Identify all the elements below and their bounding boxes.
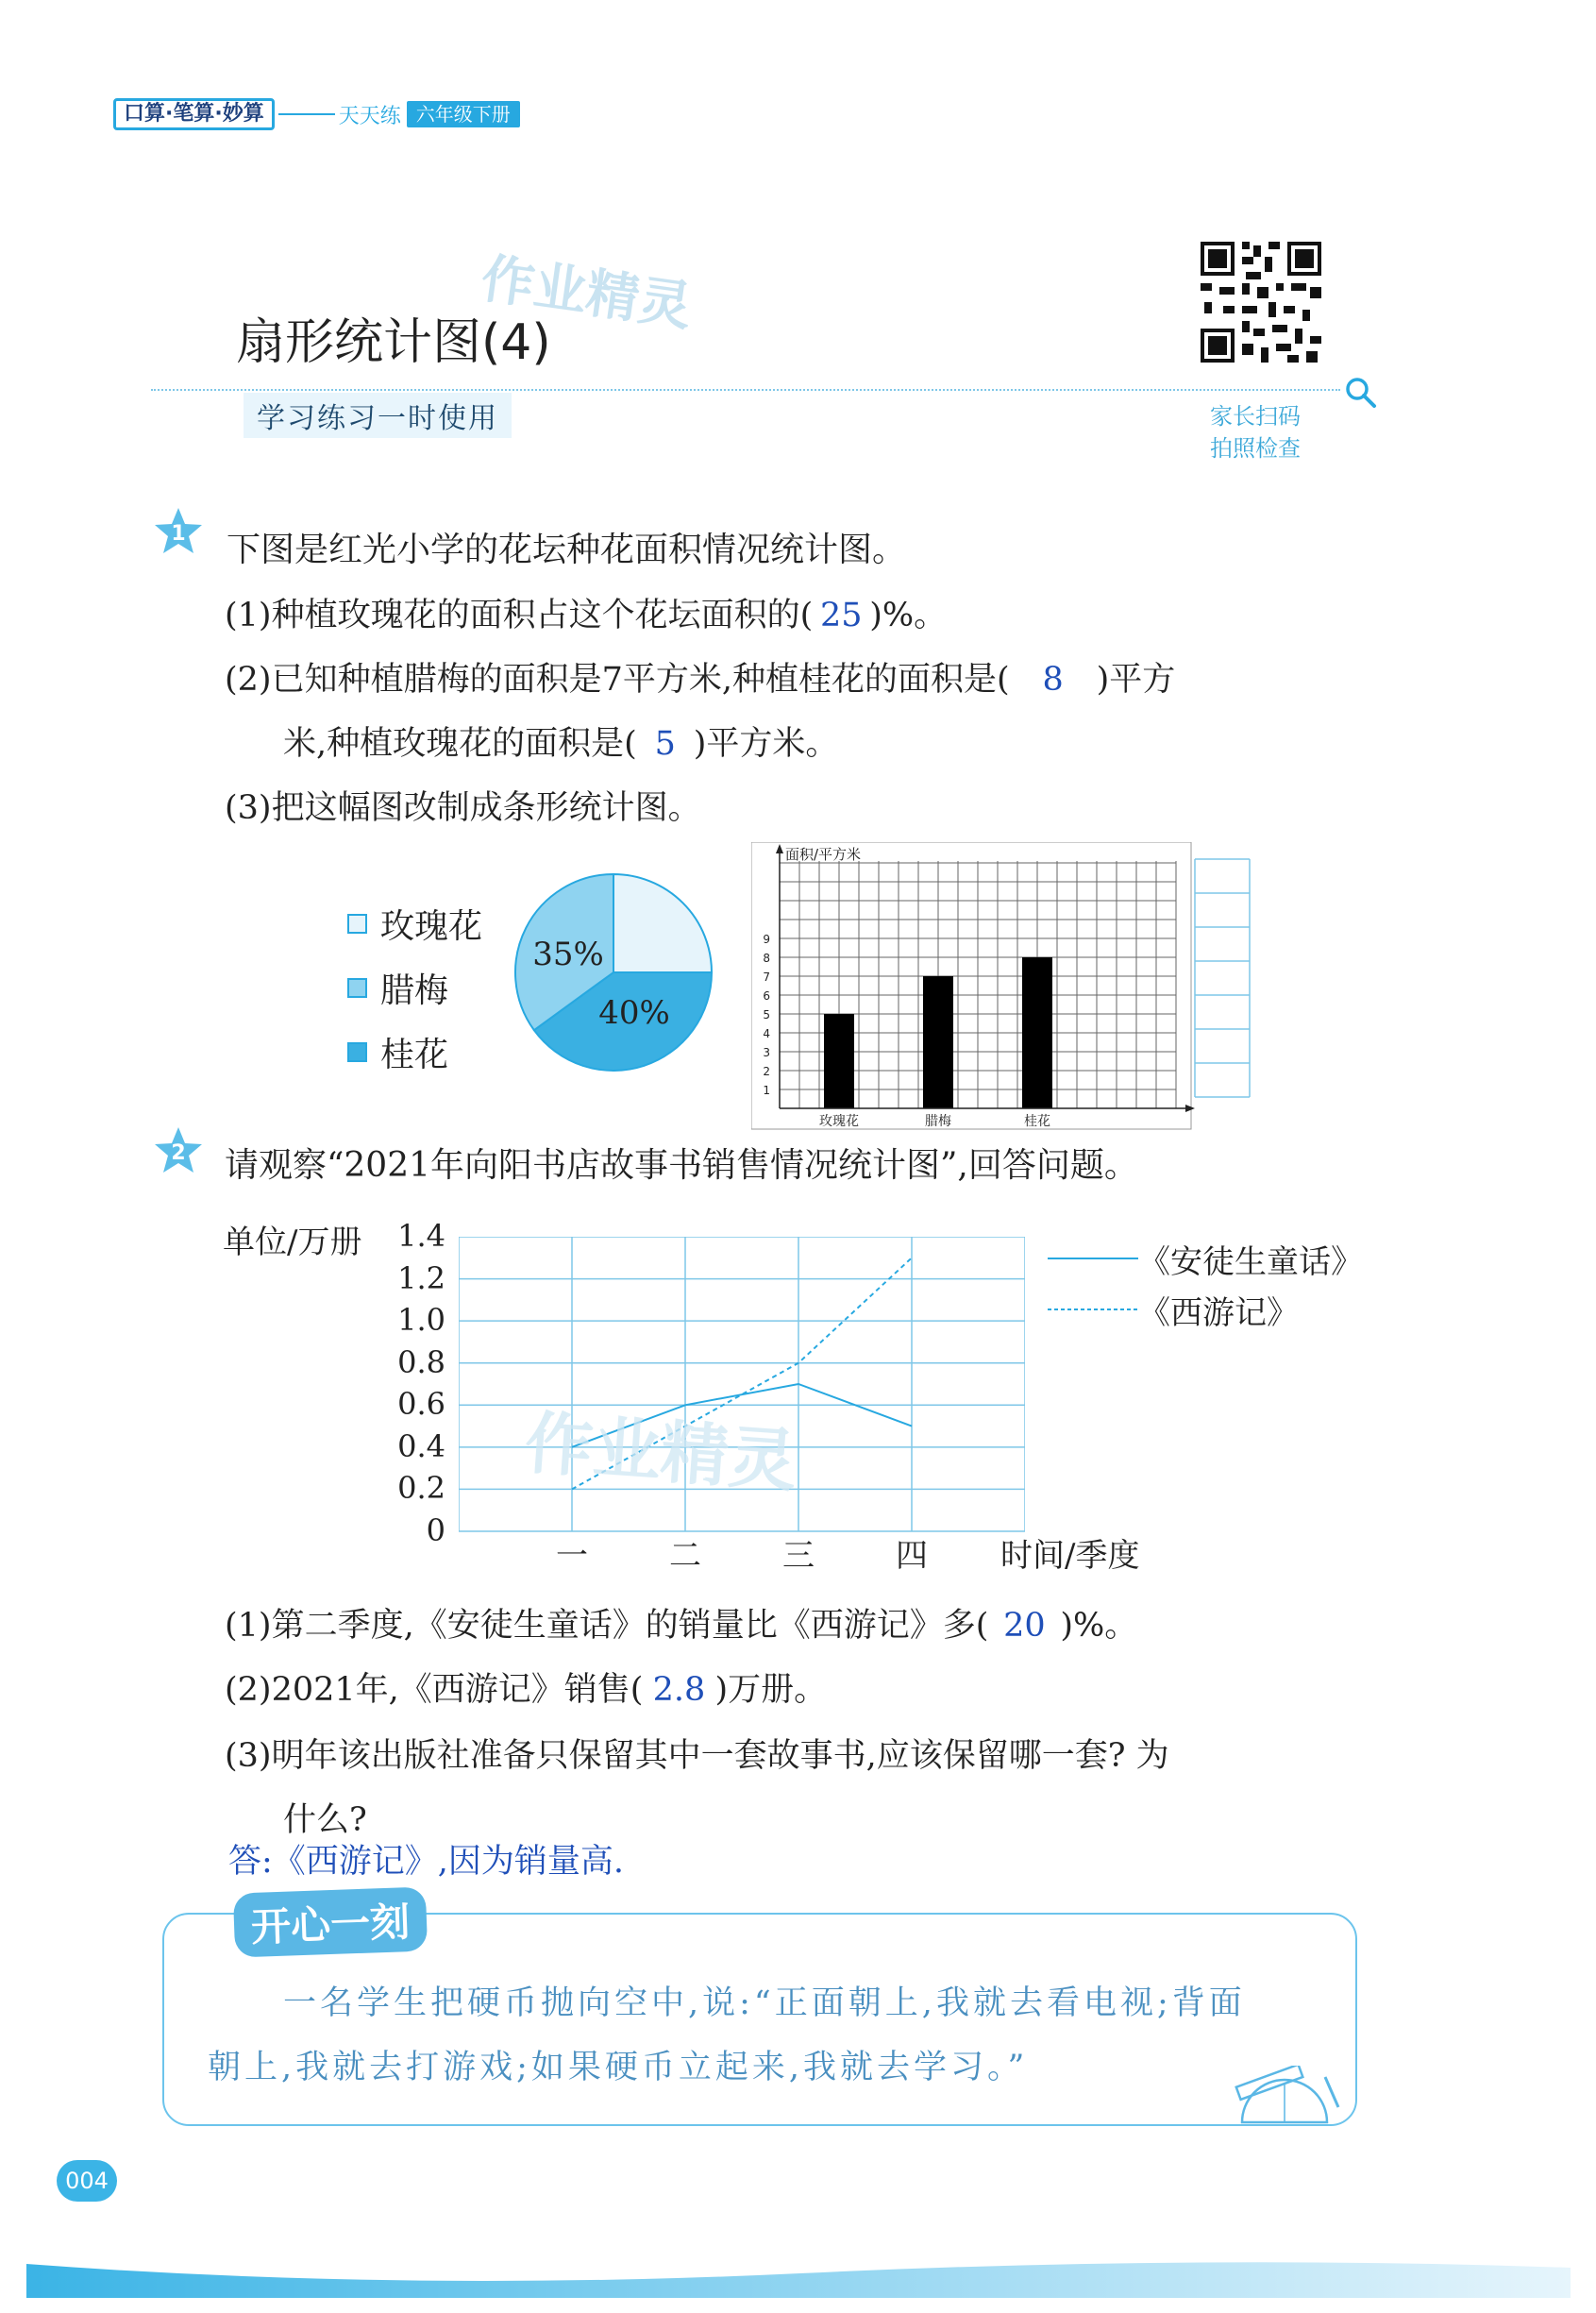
pie-chart [510, 869, 717, 1076]
q1-part2 [225, 653, 1175, 701]
q1-part2-text: (2)已知种植腊梅的面积是7平方米,种植桂花的面积是( [225, 661, 1010, 699]
line-chart-xlabel: 时间/季度 [1000, 1537, 1140, 1575]
legend-swatch [347, 914, 367, 934]
line-chart-yaxis [370, 1218, 445, 1558]
q1-part2-answer1: 8 [1042, 661, 1064, 699]
question-1-number: 1 [171, 522, 186, 546]
series-header [113, 98, 520, 130]
q1-part2-cont-text: 米,种植玫瑰花的面积是( [283, 725, 637, 763]
bar-ytick: 6 [763, 989, 770, 1003]
q2-part3: (3)明年该出版社准备只保留其中一套故事书,应该保留哪一套? 为 [225, 1737, 1169, 1775]
legend-item-wintersweet [347, 955, 482, 1020]
qr-note [1210, 400, 1301, 464]
q1-part1-answer: 25 [819, 597, 863, 634]
magnifier-icon [1344, 376, 1378, 410]
line-chart [459, 1237, 1025, 1548]
question-1-star-icon [153, 506, 204, 557]
bar-ytick: 2 [763, 1065, 770, 1078]
line-ytick: 1.0 [397, 1302, 445, 1339]
q2-part2 [225, 1663, 827, 1711]
grade-tag: 六年级下册 [407, 101, 520, 127]
q2-part3-cont: 什么? [283, 1801, 367, 1839]
chart-watermark: 作业精灵 [522, 1403, 799, 1501]
question-2-stem: 请观察“2021年向阳书店故事书销售情况统计图”,回答问题。 [225, 1146, 1138, 1185]
q2-part2-answer: 2.8 [652, 1671, 706, 1709]
line-ytick: 0 [426, 1512, 445, 1548]
pie-slice-玫瑰花 [613, 874, 712, 972]
line-chart-xaxis [459, 1529, 1025, 1577]
legend-swatch [347, 978, 367, 998]
q2-part1-suffix: )%。 [1060, 1607, 1138, 1645]
joke-line-2: 朝上,我就去打游戏;如果硬币立起来,我就去学习。” [208, 2049, 1029, 2086]
bar-xtick: 腊梅 [925, 1114, 951, 1129]
qr-note-line2: 拍照检查 [1210, 435, 1301, 462]
q1-part2-cont-suffix: )平方米。 [693, 725, 839, 763]
bar-xtick: 玫瑰花 [819, 1114, 859, 1129]
lesson-title: 扇形统计图(4) [236, 314, 551, 371]
pie-label-wintersweet: 35% [532, 936, 604, 973]
legend-item-rose [347, 891, 482, 955]
pie-label-osmanthus: 40% [598, 994, 670, 1032]
q1-part2-answer2: 5 [654, 725, 676, 763]
q1-part1-suffix: )%。 [869, 597, 948, 634]
ruler-protractor-icon [1233, 2066, 1346, 2132]
bar-chart [751, 842, 1252, 1131]
footer-wave [26, 2254, 1571, 2298]
series-name: 口算·笔算·妙算 [113, 98, 275, 130]
bar-玫瑰花 [824, 1014, 854, 1108]
line-legend-label-1: 《安徒生童话》 [1138, 1242, 1363, 1281]
title-divider [151, 389, 1340, 391]
bar-桂花 [1022, 957, 1052, 1108]
legend-swatch [347, 1042, 367, 1062]
legend-label: 桂花 [380, 1035, 449, 1074]
line-ytick: 0.2 [397, 1470, 445, 1507]
line-xtick: 一 [556, 1537, 588, 1575]
series-sub: 天天练 [338, 104, 401, 128]
line-ytick: 0.6 [397, 1386, 445, 1423]
header-divider [278, 113, 335, 115]
line-xtick: 二 [669, 1537, 701, 1575]
q1-part1 [225, 589, 947, 636]
q2-part2-suffix: )万册。 [714, 1671, 828, 1709]
line-legend-item-1 [1048, 1233, 1363, 1284]
bar-ytick: 3 [763, 1046, 770, 1059]
q1-part1-text: (1)种植玫瑰花的面积占这个花坛面积的( [225, 597, 814, 634]
happy-moment-title: 开心一刻 [233, 1886, 428, 1957]
question-2-star-icon [153, 1125, 204, 1176]
joke-line-1: 一名学生把硬币抛向空中,说:“正面朝上,我就去看电视;背面 [283, 1984, 1246, 2022]
line-legend-item-2 [1048, 1284, 1363, 1335]
watermark: 作业精灵 [477, 247, 696, 339]
legend-dashed-swatch [1048, 1307, 1138, 1312]
q2-part1-answer: 20 [1003, 1607, 1046, 1645]
legend-solid-swatch [1048, 1256, 1138, 1261]
q2-part2-text: (2)2021年,《西游记》销售( [225, 1671, 644, 1709]
bar-ytick: 9 [763, 933, 770, 946]
q2-answer: 答:《西游记》,因为销量高. [228, 1843, 625, 1881]
question-1-stem: 下图是红光小学的花坛种花面积情况统计图。 [227, 531, 907, 569]
bar-ytick: 5 [763, 1008, 770, 1021]
bar-ylabel: 面积/平方米 [785, 846, 862, 863]
q1-part3: (3)把这幅图改制成条形统计图。 [225, 789, 701, 827]
bar-ytick: 8 [763, 952, 770, 965]
line-ytick: 1.4 [397, 1218, 445, 1254]
page-number: 004 [57, 2160, 117, 2202]
bar-ytick: 7 [763, 971, 770, 984]
question-2-number: 2 [171, 1141, 186, 1165]
line-ytick: 0.8 [397, 1343, 445, 1380]
line-legend-label-2: 《西游记》 [1138, 1293, 1299, 1332]
line-chart-unit: 单位/万册 [223, 1224, 362, 1261]
bar-腊梅 [923, 976, 953, 1108]
lesson-tag: 学习练习一时使用 [244, 393, 512, 438]
pie-legend [347, 891, 482, 1084]
bar-ytick: 4 [763, 1027, 770, 1040]
legend-label: 玫瑰花 [380, 906, 483, 946]
qr-code-icon[interactable] [1197, 238, 1325, 366]
bar-ytick: 1 [763, 1084, 770, 1097]
q2-part1 [225, 1599, 1137, 1646]
line-ytick: 1.2 [397, 1259, 445, 1296]
bar-xtick: 桂花 [1024, 1114, 1050, 1129]
line-ytick: 0.4 [397, 1427, 445, 1464]
line-xtick: 三 [782, 1537, 815, 1575]
q1-part2-cont [283, 718, 838, 765]
qr-note-line1: 家长扫码 [1210, 403, 1301, 430]
legend-label: 腊梅 [380, 971, 449, 1010]
q1-part2-suffix: )平方 [1096, 661, 1176, 699]
line-xtick: 四 [896, 1537, 928, 1575]
line-legend [1048, 1233, 1363, 1335]
q2-part1-text: (1)第二季度,《安徒生童话》的销量比《西游记》多( [225, 1607, 989, 1645]
legend-item-osmanthus [347, 1020, 482, 1084]
